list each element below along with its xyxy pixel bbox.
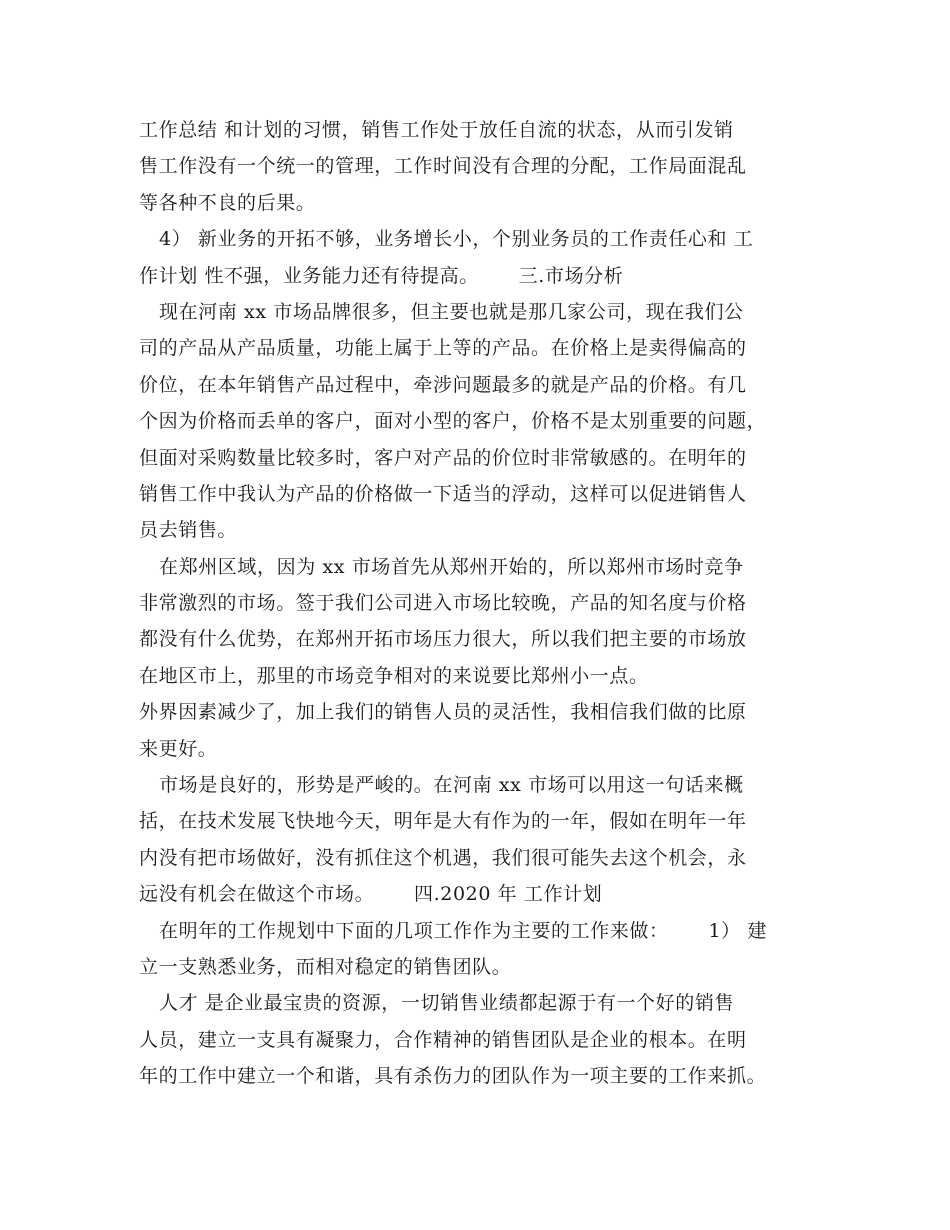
text-line: 现在河南 xx 市场品牌很多，但主要也就是那几家公司，现在我们公 <box>159 300 744 323</box>
text-line: 等各种不良的后果。 <box>139 191 316 214</box>
text-line: 价位，在本年销售产品过程中，牵涉问题最多的就是产品的价格。有几 <box>139 373 747 396</box>
text-line: 人才 是企业最宝贵的资源，一切销售业绩都起源于有一个好的销售 <box>159 992 735 1015</box>
text-line: 售工作没有一个统一的管理，工作时间没有合理的分配，工作局面混乱 <box>139 155 747 178</box>
text-line: 外界因素减少了，加上我们的销售人员的灵活性，我相信我们做的比原 <box>139 701 747 724</box>
text-line: 市场是良好的，形势是严峻的。在河南 xx 市场可以用这一句话来概 <box>159 774 744 797</box>
text-line: 作计划 性不强，业务能力还有待提高。 三.市场分析 <box>139 264 624 287</box>
text-line: 在郑州区域，因为 xx 市场首先从郑州开始的，所以郑州市场时竞争 <box>159 555 744 578</box>
text-line: 在地区市上，那里的市场竞争相对的来说要比郑州小一点。 <box>139 664 649 687</box>
text-line: 都没有什么优势，在郑州开拓市场压力很大，所以我们把主要的市场放 <box>139 628 747 651</box>
text-line: 年的工作中建立一个和谐，具有杀伤力的团队作为一项主要的工作来抓。 <box>139 1065 767 1088</box>
text-line: 司的产品从产品质量，功能上属于上等的产品。在价格上是卖得偏高的 <box>139 337 747 360</box>
text-line: 在明年的工作规划中下面的几项工作作为主要的工作来做： 1） 建 <box>159 919 767 942</box>
text-line: 立一支熟悉业务，而相对稳定的销售团队。 <box>139 955 512 978</box>
text-line: 工作总结 和计划的习惯，销售工作处于放任自流的状态，从而引发销 <box>139 119 734 141</box>
text-line: 4） 新业务的开拓不够，业务增长小，个别业务员的工作责任心和 工 <box>159 228 754 251</box>
document-body <box>139 112 819 1095</box>
text-line: 非常激烈的市场。签于我们公司进入市场比较晚，产品的知名度与价格 <box>139 592 747 615</box>
text-line: 但面对采购数量比较多时，客户对产品的价位时非常敏感的。在明年的 <box>139 446 747 469</box>
text-line: 内没有把市场做好，没有抓住这个机遇，我们很可能失去这个机会，永 <box>139 846 747 869</box>
text-line: 员去销售。 <box>139 519 238 542</box>
text-line: 来更好。 <box>139 737 218 760</box>
text-line: 销售工作中我认为产品的价格做一下适当的浮动，这样可以促进销售人 <box>139 482 747 505</box>
text-line: 个因为价格而丢单的客户，面对小型的客户，价格不是太别重要的问题， <box>139 410 767 433</box>
text-line: 括，在技术发展飞快地今天，明年是大有作为的一年，假如在明年一年 <box>139 810 747 833</box>
text-line: 人员，建立一支具有凝聚力，合作精神的销售团队是企业的根本。在明 <box>139 1028 747 1051</box>
text-line: 远没有机会在做这个市场。 四.2020 年 工作计划 <box>139 883 603 906</box>
